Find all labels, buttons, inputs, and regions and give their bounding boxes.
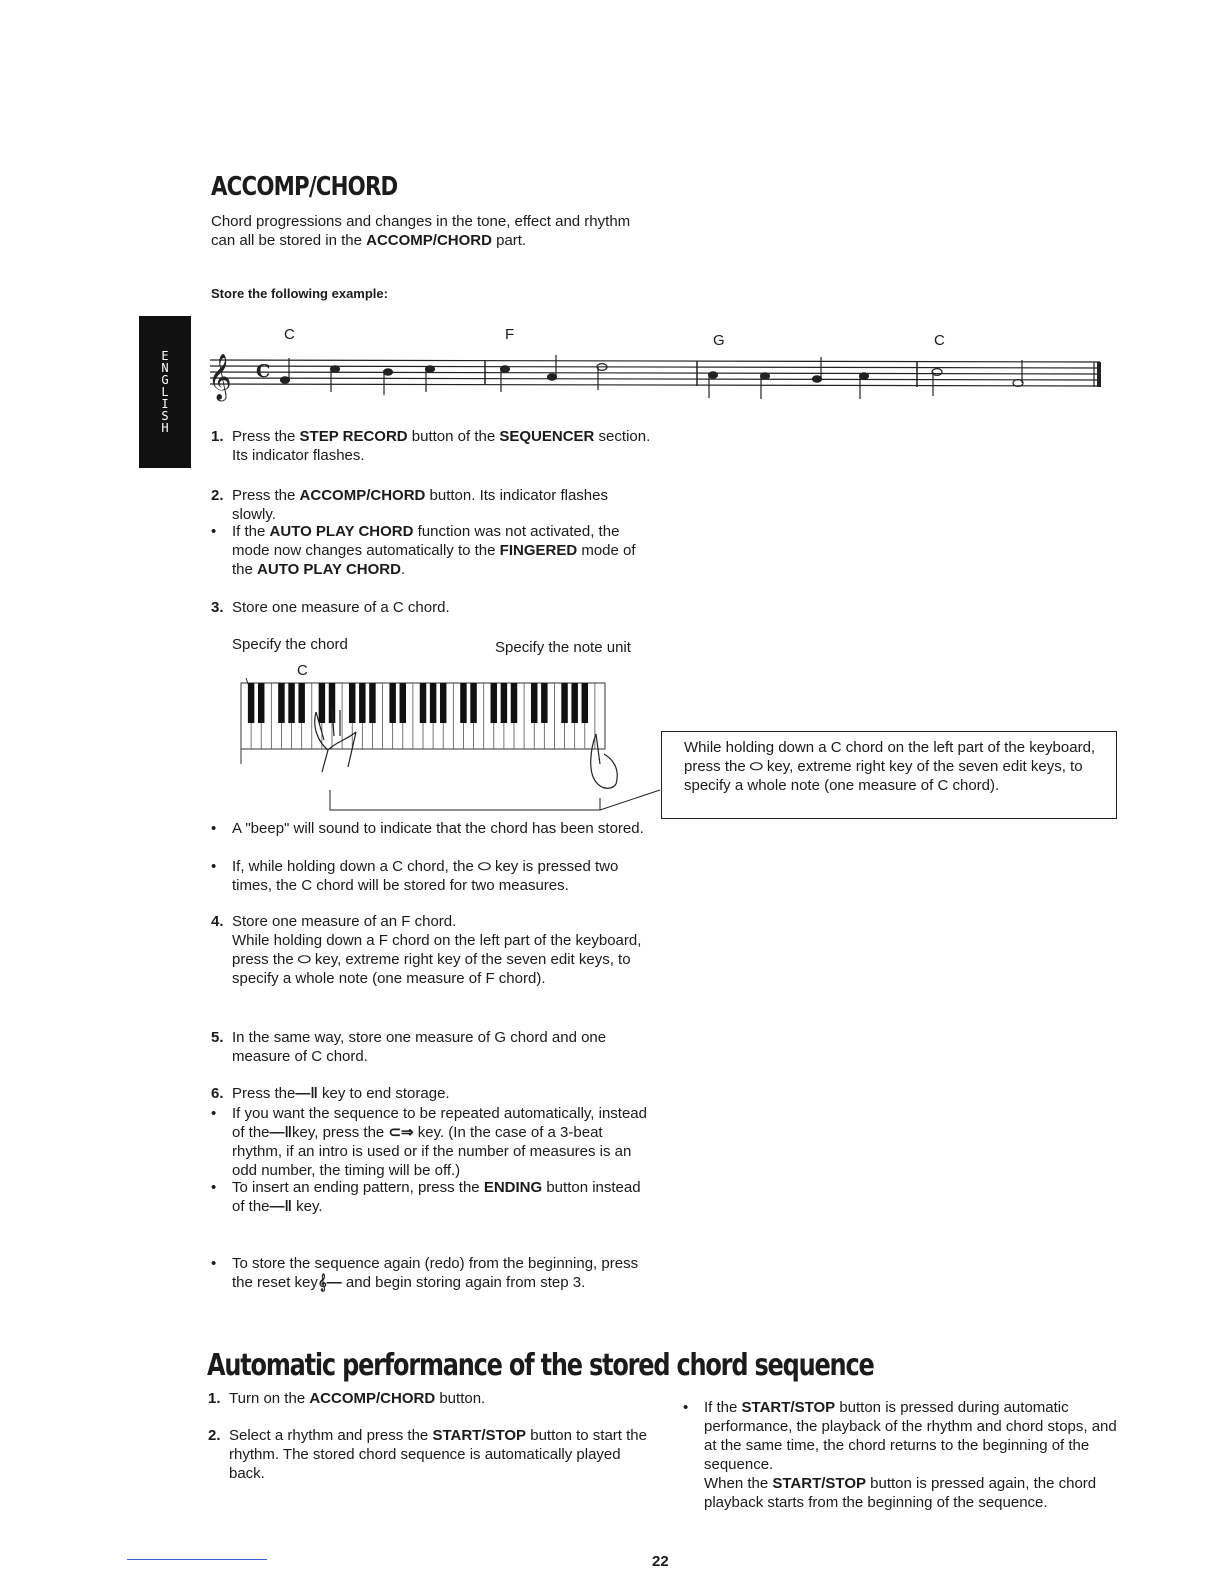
bullet-auto-play-chord: • If the AUTO PLAY CHORD function was not activated, the mode now changes automatically to the FINGERED mode of the AUTO PLAY CHORD. [211,523,636,578]
step-2: 2. Press the ACCOMP/CHORD button. Its indicator flashes slowly. [211,487,608,523]
section-title-automatic-performance: Automatic performance of the stored chord sequence [207,1348,874,1383]
intro-paragraph: Chord progressions and changes in the tone, effect and rhythm can all be stored in the ACCOMP/CHORD part. [211,213,631,249]
step-5: 5. In the same way, store one measure of G chord and one measure of C chord. [211,1029,607,1065]
page-number: 22 [652,1553,669,1570]
bullet-two-measures: • If, while holding down a C chord, the ⬭ key is pressed two times, the C chord will be stored for two measures. [211,858,619,894]
reset-key-icon: 𝄞— [317,1274,342,1291]
black-key [491,683,497,723]
black-key [298,683,304,723]
black-key [288,683,294,723]
black-key [582,683,588,723]
black-key [440,683,446,723]
language-tab-letter: N [161,361,169,375]
language-tab-letter: L [161,385,169,399]
language-tab [139,316,191,468]
black-key [248,683,254,723]
step-1: 1. Press the STEP RECORD button of the SEQUENCER section. Its indicator flashes. [211,428,651,464]
black-key [470,683,476,723]
diagram-label-chord: Specify the chord [232,636,348,653]
callout-whole-note: While holding down a C chord on the left part of the keyboard, press the ⬭ key, extreme right key of the seven edit keys, to specify a whole note (one measure of C chord). [661,731,1117,819]
language-tab-letter: H [161,421,169,435]
black-key [531,683,537,723]
black-key [460,683,466,723]
whole-note-icon: ⬭ [749,758,763,775]
black-key [541,683,547,723]
end-key-icon: —ǁ [295,1085,318,1102]
language-tab-letters [139,316,191,434]
black-key [511,683,517,723]
chord-label-1: C [284,326,295,343]
black-key [278,683,284,723]
bullet-ending: • To insert an ending pattern, press the ENDING button instead of the—ǁ key. [211,1179,641,1215]
chord-label-4: C [934,332,945,349]
black-key [400,683,406,723]
black-key [389,683,395,723]
section2-step-1: 1. Turn on the ACCOMP/CHORD button. [208,1390,486,1407]
step-4: 4. Store one measure of an F chord. While holding down a F chord on the left part of the keyboard, press the ⬭ key, extreme right key of the seven edit keys, to specify a whole note (one measure of F chord). [211,913,642,987]
black-key [349,683,355,723]
black-key [420,683,426,723]
repeat-key-icon: ⊂⇒ [388,1124,414,1141]
common-time-symbol: C [256,361,271,382]
black-key [319,683,325,723]
black-key [359,683,365,723]
chord-label-3: G [713,332,725,349]
black-key [561,683,567,723]
language-tab-letter: E [161,349,169,363]
chord-label-2: F [505,326,515,343]
black-key [329,683,335,723]
section2-step-2: 2. Select a rhythm and press the START/STOP button to start the rhythm. The stored chord sequence is automatically played back. [208,1427,647,1482]
bullet-redo: • To store the sequence again (redo) from the beginning, press the reset key𝄞— and begin storing again from step 3. [211,1255,639,1291]
section-title-accomp-chord: ACCOMP/CHORD [211,172,398,202]
end-key-icon: —ǁ [269,1198,292,1215]
diagram-label-note-unit: Specify the note unit [495,639,631,656]
black-key [501,683,507,723]
black-key [369,683,375,723]
step-3: 3. Store one measure of a C chord. [211,599,450,616]
step-6: 6. Press the—ǁ key to end storage. [211,1085,450,1102]
black-key [571,683,577,723]
bullet-repeat: • If you want the sequence to be repeated automatically, instead of the—ǁkey, press the ⊂⇒ key. (In the case of a 3-beat rhythm, if an intro is used or if the number of measures is an odd number, the timing will be off.) [211,1105,647,1179]
example-label: Store the following example: [211,286,388,301]
section2-right-bullet: • If the START/STOP button is pressed during automatic performance, the playback of the rhythm and chord stops, and at the same time, the chord returns to the beginning of the sequence. When the START/STOP button is pressed again, the chord playback starts from the beginning of the sequence. [683,1399,1117,1511]
keyboard-illustration [228,672,668,814]
black-key [258,683,264,723]
diagram-chord-c-label: C [297,662,308,679]
music-staff [200,340,1110,408]
end-key-icon: —ǁ [269,1124,292,1141]
treble-clef-icon: 𝄞 [208,354,232,400]
bullet-beep: • A "beep" will sound to indicate that the chord has been stored. [211,820,644,837]
language-tab-letter: I [161,397,169,411]
language-tab-letter: G [161,373,169,387]
black-key [430,683,436,723]
whole-note-icon: ⬭ [297,951,311,968]
language-tab-letter: S [161,409,169,423]
footer-rule [127,1559,267,1560]
whole-note-icon: ⬭ [477,858,491,875]
